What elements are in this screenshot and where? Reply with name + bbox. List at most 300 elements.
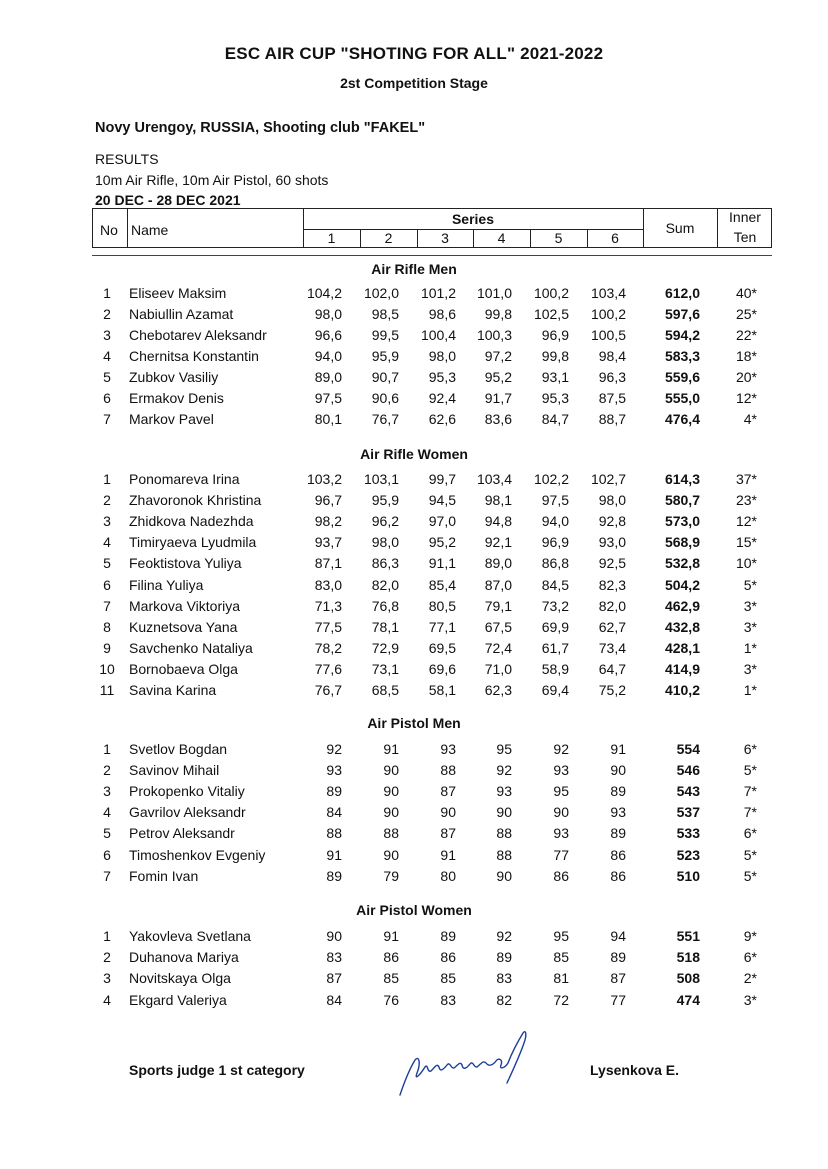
series-score-cell: 90 <box>383 762 399 779</box>
total-sum-cell: 508 <box>676 970 700 987</box>
series-score-cell: 86 <box>440 949 456 966</box>
inner-ten-cell: 22* <box>735 327 757 343</box>
header-series: Series <box>451 211 495 227</box>
series-score-cell: 102,2 <box>533 471 569 487</box>
series-score-cell: 61,7 <box>541 639 569 656</box>
series-score-cell: 89 <box>440 928 456 944</box>
series-score-cell: 77,6 <box>314 660 342 677</box>
series-score-cell: 93 <box>326 762 342 779</box>
series-score-cell: 88 <box>326 825 342 842</box>
series-score-cell: 90 <box>610 762 626 779</box>
series-score-cell: 103,2 <box>306 471 342 487</box>
series-score-cell: 80 <box>440 867 456 884</box>
series-score-cell: 90,6 <box>371 390 399 406</box>
table-row <box>0 513 828 534</box>
judge-name: Lysenkova E. <box>590 1062 679 1078</box>
inner-ten-cell: 25* <box>735 306 757 322</box>
athlete-name-cell: Timoshenkov Evgeniy <box>129 846 266 863</box>
table-row <box>0 598 828 619</box>
table-row <box>0 369 828 390</box>
series-score-cell: 98,0 <box>428 348 456 364</box>
athlete-name-cell: Chernitsa Konstantin <box>129 348 259 364</box>
table-row <box>0 555 828 576</box>
athlete-name-cell: Markov Pavel <box>129 411 214 427</box>
series-score-cell: 78,1 <box>371 618 399 635</box>
table-row <box>0 762 828 783</box>
series-score-cell: 88 <box>383 825 399 842</box>
series-score-cell: 96,2 <box>371 513 399 530</box>
series-score-cell: 69,9 <box>541 618 569 635</box>
series-score-cell: 80,5 <box>428 597 456 614</box>
section-title: Air Pistol Men <box>367 715 461 731</box>
athlete-name-cell: Petrov Aleksandr <box>129 825 235 842</box>
series-score-cell: 83 <box>440 991 456 1008</box>
header-inner-ten-line2: Ten <box>733 229 757 245</box>
series-score-cell: 95 <box>553 783 569 800</box>
series-score-cell: 98,0 <box>314 306 342 322</box>
inner-ten-cell: 2* <box>743 970 757 987</box>
inner-ten-cell: 3* <box>743 618 757 635</box>
rank-cell: 4 <box>103 534 111 551</box>
series-score-cell: 101,0 <box>476 285 512 301</box>
series-score-cell: 77,5 <box>314 618 342 635</box>
inner-ten-cell: 3* <box>743 597 757 614</box>
results-label: RESULTS <box>95 151 159 167</box>
series-score-cell: 99,8 <box>541 348 569 364</box>
total-sum-cell: 597,6 <box>664 306 700 322</box>
table-row <box>0 928 828 949</box>
series-score-cell: 99,7 <box>428 471 456 487</box>
inner-ten-cell: 5* <box>743 867 757 884</box>
series-score-cell: 87 <box>610 970 626 987</box>
inner-ten-cell: 5* <box>743 846 757 863</box>
series-score-cell: 75,2 <box>598 682 626 698</box>
inner-ten-cell: 12* <box>735 513 757 530</box>
total-sum-cell: 546 <box>676 762 700 779</box>
header-sum: Sum <box>665 220 695 236</box>
total-sum-cell: 573,0 <box>664 513 700 530</box>
athlete-name-cell: Gavrilov Aleksandr <box>129 804 246 821</box>
series-score-cell: 88,7 <box>598 411 626 427</box>
total-sum-cell: 523 <box>676 846 700 863</box>
series-score-cell: 82,0 <box>598 597 626 614</box>
judge-label: Sports judge 1 st category <box>129 1062 305 1078</box>
series-score-cell: 92 <box>326 741 342 757</box>
rank-cell: 2 <box>103 306 111 322</box>
table-row <box>0 534 828 555</box>
series-score-cell: 93 <box>553 825 569 842</box>
series-score-cell: 69,4 <box>541 682 569 698</box>
header-inner-ten-line1: Inner <box>729 209 761 225</box>
series-score-cell: 87,1 <box>314 555 342 572</box>
inner-ten-cell: 7* <box>743 783 757 800</box>
rank-cell: 1 <box>103 471 111 487</box>
series-score-cell: 87 <box>440 825 456 842</box>
athlete-name-cell: Zhavoronok Khristina <box>129 492 262 509</box>
rank-cell: 1 <box>103 928 111 944</box>
series-score-cell: 76,8 <box>371 597 399 614</box>
series-score-cell: 101,2 <box>420 285 456 301</box>
inner-ten-cell: 40* <box>735 285 757 301</box>
inner-ten-cell: 37* <box>735 471 757 487</box>
series-score-cell: 84 <box>326 991 342 1008</box>
athlete-name-cell: Bornobaeva Olga <box>129 660 238 677</box>
athlete-name-cell: Svetlov Bogdan <box>129 741 228 757</box>
series-score-cell: 104,2 <box>306 285 342 301</box>
series-score-cell: 97,5 <box>314 390 342 406</box>
athlete-name-cell: Ekgard Valeriya <box>129 991 227 1008</box>
table-row <box>0 661 828 682</box>
series-score-cell: 96,9 <box>541 534 569 551</box>
series-score-cell: 95 <box>496 741 512 757</box>
series-score-cell: 83,6 <box>484 411 512 427</box>
series-score-cell: 95,9 <box>371 492 399 509</box>
table-row <box>0 327 828 348</box>
inner-ten-cell: 3* <box>743 991 757 1008</box>
series-score-cell: 95,2 <box>484 369 512 385</box>
series-score-cell: 92 <box>496 928 512 944</box>
series-score-cell: 93,0 <box>598 534 626 551</box>
series-score-cell: 98,2 <box>314 513 342 530</box>
series-score-cell: 89 <box>610 825 626 842</box>
series-score-cell: 94,8 <box>484 513 512 530</box>
athlete-name-cell: Markova Viktoriya <box>129 597 241 614</box>
series-score-cell: 95,9 <box>371 348 399 364</box>
series-score-cell: 91 <box>326 846 342 863</box>
rank-cell: 10 <box>99 660 115 677</box>
inner-ten-cell: 10* <box>735 555 757 572</box>
table-row <box>0 804 828 825</box>
series-score-cell: 83,0 <box>314 576 342 593</box>
series-score-cell: 87,0 <box>484 576 512 593</box>
inner-ten-cell: 18* <box>735 348 757 364</box>
series-score-cell: 91 <box>383 928 399 944</box>
series-score-cell: 82 <box>496 991 512 1008</box>
series-score-cell: 78,2 <box>314 639 342 656</box>
rank-cell: 11 <box>99 682 115 698</box>
total-sum-cell: 510 <box>676 867 700 884</box>
series-score-cell: 100,2 <box>590 306 626 322</box>
total-sum-cell: 504,2 <box>664 576 700 593</box>
series-score-cell: 77,1 <box>428 618 456 635</box>
series-score-cell: 93 <box>610 804 626 821</box>
total-sum-cell: 532,8 <box>664 555 700 572</box>
series-score-cell: 103,4 <box>476 471 512 487</box>
total-sum-cell: 551 <box>676 928 700 944</box>
table-row <box>0 492 828 513</box>
header-name: Name <box>131 222 169 238</box>
series-score-cell: 98,6 <box>428 306 456 322</box>
athlete-name-cell: Filina Yuliya <box>129 576 204 593</box>
series-score-cell: 88 <box>496 825 512 842</box>
total-sum-cell: 543 <box>676 783 700 800</box>
header-series-3: 3 <box>441 230 449 246</box>
series-score-cell: 81 <box>553 970 569 987</box>
inner-ten-cell: 15* <box>735 534 757 551</box>
series-score-cell: 80,1 <box>314 411 342 427</box>
total-sum-cell: 537 <box>676 804 700 821</box>
section-title: Air Rifle Men <box>371 261 457 277</box>
athlete-name-cell: Zhidkova Nadezhda <box>129 513 254 530</box>
inner-ten-cell: 6* <box>743 741 757 757</box>
series-score-cell: 96,9 <box>541 327 569 343</box>
series-score-cell: 100,3 <box>476 327 512 343</box>
rank-cell: 6 <box>103 846 111 863</box>
series-score-cell: 91 <box>383 741 399 757</box>
series-score-cell: 94,5 <box>428 492 456 509</box>
table-row <box>0 390 828 411</box>
series-score-cell: 98,0 <box>371 534 399 551</box>
series-score-cell: 94 <box>610 928 626 944</box>
series-score-cell: 103,1 <box>363 471 399 487</box>
athlete-name-cell: Feoktistova Yuliya <box>129 555 242 572</box>
series-score-cell: 98,5 <box>371 306 399 322</box>
table-row <box>0 640 828 661</box>
rank-cell: 1 <box>103 285 111 301</box>
series-score-cell: 73,4 <box>598 639 626 656</box>
series-score-cell: 102,0 <box>363 285 399 301</box>
series-score-cell: 93,7 <box>314 534 342 551</box>
series-score-cell: 62,7 <box>598 618 626 635</box>
table-row <box>0 741 828 762</box>
rank-cell: 3 <box>103 327 111 343</box>
series-score-cell: 67,5 <box>484 618 512 635</box>
table-row <box>0 970 828 991</box>
series-score-cell: 102,7 <box>590 471 626 487</box>
series-score-cell: 98,4 <box>598 348 626 364</box>
athlete-name-cell: Savchenko Nataliya <box>129 639 253 656</box>
series-score-cell: 95,3 <box>541 390 569 406</box>
series-score-cell: 85 <box>553 949 569 966</box>
athlete-name-cell: Chebotarev Aleksandr <box>129 327 267 343</box>
document-subtitle: 2st Competition Stage <box>340 75 488 91</box>
header-series-5: 5 <box>554 230 563 246</box>
table-row <box>0 471 828 492</box>
rank-cell: 6 <box>103 576 111 593</box>
series-score-cell: 86 <box>383 949 399 966</box>
rank-cell: 7 <box>103 597 111 614</box>
competition-dates: 20 DEC - 28 DEC 2021 <box>95 192 241 208</box>
rank-cell: 5 <box>103 825 111 842</box>
series-score-cell: 82,3 <box>598 576 626 593</box>
series-score-cell: 72,4 <box>484 639 512 656</box>
series-score-cell: 90 <box>496 867 512 884</box>
table-row <box>0 411 828 432</box>
series-score-cell: 73,2 <box>541 597 569 614</box>
series-score-cell: 92,1 <box>484 534 512 551</box>
series-score-cell: 89 <box>610 949 626 966</box>
inner-ten-cell: 23* <box>735 492 757 509</box>
series-score-cell: 86,8 <box>541 555 569 572</box>
rank-cell: 3 <box>103 783 111 800</box>
series-score-cell: 90 <box>553 804 569 821</box>
series-score-cell: 79,1 <box>484 597 512 614</box>
series-score-cell: 89,0 <box>314 369 342 385</box>
series-score-cell: 68,5 <box>371 682 399 698</box>
athlete-name-cell: Kuznetsova Yana <box>129 618 238 635</box>
series-score-cell: 98,1 <box>484 492 512 509</box>
series-score-cell: 95,3 <box>428 369 456 385</box>
series-score-cell: 89,0 <box>484 555 512 572</box>
rank-cell: 7 <box>103 411 111 427</box>
series-score-cell: 88 <box>496 846 512 863</box>
series-score-cell: 86 <box>610 846 626 863</box>
venue-line: Novy Urengoy, RUSSIA, Shooting club "FAKEL" <box>95 120 426 136</box>
table-row <box>0 783 828 804</box>
series-score-cell: 84 <box>326 804 342 821</box>
series-score-cell: 87 <box>440 783 456 800</box>
series-score-cell: 99,8 <box>484 306 512 322</box>
athlete-name-cell: Duhanova Mariya <box>129 949 239 966</box>
series-score-cell: 93 <box>496 783 512 800</box>
header-series-1: 1 <box>327 230 336 246</box>
table-row <box>0 868 828 889</box>
total-sum-cell: 568,9 <box>664 534 700 551</box>
event-description: 10m Air Rifle, 10m Air Pistol, 60 shots <box>95 172 329 188</box>
table-row <box>0 992 828 1013</box>
series-score-cell: 85,4 <box>428 576 456 593</box>
section-title: Air Rifle Women <box>360 446 468 462</box>
series-score-cell: 95 <box>553 928 569 944</box>
series-score-cell: 91,1 <box>428 555 456 572</box>
series-score-cell: 77 <box>553 846 569 863</box>
total-sum-cell: 462,9 <box>664 597 700 614</box>
series-score-cell: 84,7 <box>541 411 569 427</box>
total-sum-cell: 555,0 <box>664 390 700 406</box>
series-score-cell: 92,5 <box>598 555 626 572</box>
rank-cell: 9 <box>103 639 111 656</box>
athlete-name-cell: Ermakov Denis <box>129 390 224 406</box>
total-sum-cell: 583,3 <box>664 348 700 364</box>
series-score-cell: 93,1 <box>541 369 569 385</box>
total-sum-cell: 559,6 <box>664 369 700 385</box>
total-sum-cell: 594,2 <box>664 327 700 343</box>
athlete-name-cell: Timiryaeva Lyudmila <box>129 534 257 551</box>
series-score-cell: 89 <box>496 949 512 966</box>
total-sum-cell: 518 <box>676 949 700 966</box>
series-score-cell: 83 <box>326 949 342 966</box>
series-score-cell: 88 <box>440 762 456 779</box>
athlete-name-cell: Zubkov Vasiliy <box>129 369 219 385</box>
inner-ten-cell: 3* <box>743 660 757 677</box>
series-score-cell: 93 <box>553 762 569 779</box>
series-score-cell: 82,0 <box>371 576 399 593</box>
series-score-cell: 72 <box>553 991 569 1008</box>
series-score-cell: 99,5 <box>371 327 399 343</box>
series-score-cell: 95,2 <box>428 534 456 551</box>
table-row <box>0 847 828 868</box>
series-score-cell: 77 <box>610 991 626 1008</box>
table-row <box>0 949 828 970</box>
series-score-cell: 93 <box>440 741 456 757</box>
total-sum-cell: 476,4 <box>664 411 700 427</box>
series-score-cell: 76,7 <box>371 411 399 427</box>
series-score-cell: 92 <box>553 741 569 757</box>
series-score-cell: 97,5 <box>541 492 569 509</box>
series-score-cell: 90 <box>440 804 456 821</box>
series-score-cell: 96,6 <box>314 327 342 343</box>
series-score-cell: 92,8 <box>598 513 626 530</box>
total-sum-cell: 414,9 <box>664 660 700 677</box>
table-row <box>0 285 828 306</box>
series-score-cell: 62,6 <box>428 411 456 427</box>
inner-ten-cell: 6* <box>743 825 757 842</box>
total-sum-cell: 533 <box>676 825 700 842</box>
series-score-cell: 87,5 <box>598 390 626 406</box>
series-score-cell: 76,7 <box>314 682 342 698</box>
rank-cell: 6 <box>103 390 111 406</box>
series-score-cell: 71,0 <box>484 660 512 677</box>
series-score-cell: 85 <box>383 970 399 987</box>
athlete-name-cell: Prokopenko Vitaliy <box>129 783 245 800</box>
athlete-name-cell: Nabiullin Azamat <box>129 306 234 322</box>
series-score-cell: 89 <box>610 783 626 800</box>
table-row <box>0 825 828 846</box>
table-row <box>0 348 828 369</box>
rank-cell: 1 <box>103 741 111 757</box>
inner-ten-cell: 4* <box>743 411 757 427</box>
series-score-cell: 85 <box>440 970 456 987</box>
results-table-header <box>92 208 772 248</box>
total-sum-cell: 580,7 <box>664 492 700 509</box>
series-score-cell: 90 <box>326 928 342 944</box>
series-score-cell: 79 <box>383 867 399 884</box>
series-score-cell: 102,5 <box>533 306 569 322</box>
athlete-name-cell: Novitskaya Olga <box>129 970 231 987</box>
rank-cell: 5 <box>103 369 111 385</box>
series-score-cell: 100,5 <box>590 327 626 343</box>
inner-ten-cell: 7* <box>743 804 757 821</box>
inner-ten-cell: 5* <box>743 576 757 593</box>
header-series-2: 2 <box>384 230 393 246</box>
header-series-4: 4 <box>497 230 506 246</box>
inner-ten-cell: 5* <box>743 762 757 779</box>
series-score-cell: 90 <box>496 804 512 821</box>
rank-cell: 2 <box>103 492 111 509</box>
series-score-cell: 97,0 <box>428 513 456 530</box>
series-score-cell: 84,5 <box>541 576 569 593</box>
inner-ten-cell: 12* <box>735 390 757 406</box>
table-row <box>0 682 828 703</box>
inner-ten-cell: 20* <box>735 369 757 385</box>
table-row <box>0 306 828 327</box>
total-sum-cell: 614,3 <box>664 471 700 487</box>
total-sum-cell: 410,2 <box>664 682 700 698</box>
athlete-name-cell: Eliseev Maksim <box>129 285 227 301</box>
total-sum-cell: 432,8 <box>664 618 700 635</box>
series-score-cell: 98,0 <box>598 492 626 509</box>
total-sum-cell: 612,0 <box>664 285 700 301</box>
series-score-cell: 91 <box>610 741 626 757</box>
rank-cell: 8 <box>103 618 111 635</box>
rank-cell: 5 <box>103 555 111 572</box>
series-score-cell: 64,7 <box>598 660 626 677</box>
series-score-cell: 58,9 <box>541 660 569 677</box>
series-score-cell: 58,1 <box>428 682 456 698</box>
series-score-cell: 73,1 <box>371 660 399 677</box>
rank-cell: 4 <box>103 991 111 1008</box>
total-sum-cell: 428,1 <box>664 639 700 656</box>
series-score-cell: 69,6 <box>428 660 456 677</box>
athlete-name-cell: Fomin Ivan <box>129 867 199 884</box>
athlete-name-cell: Savina Karina <box>129 682 217 698</box>
inner-ten-cell: 6* <box>743 949 757 966</box>
series-score-cell: 86 <box>553 867 569 884</box>
series-score-cell: 69,5 <box>428 639 456 656</box>
series-score-cell: 83 <box>496 970 512 987</box>
series-score-cell: 87 <box>326 970 342 987</box>
inner-ten-cell: 1* <box>743 639 757 656</box>
